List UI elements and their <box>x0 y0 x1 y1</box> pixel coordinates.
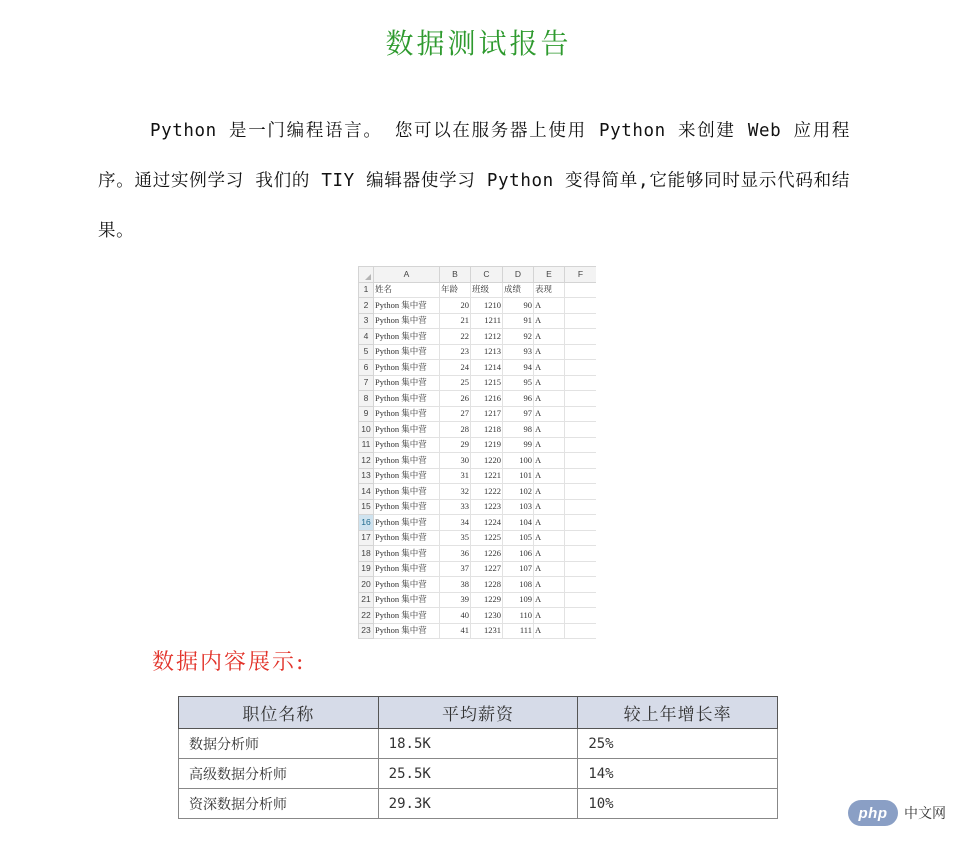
spreadsheet-cell: Python 集中营 <box>374 437 440 453</box>
spreadsheet-row <box>359 282 597 298</box>
spreadsheet-row <box>359 561 597 577</box>
column-letter: A <box>374 267 440 283</box>
spreadsheet-cell: Python 集中营 <box>374 592 440 608</box>
spreadsheet-cell: Python 集中营 <box>374 360 440 376</box>
spreadsheet-cell: 1228 <box>471 577 503 593</box>
intro-paragraph: Python 是一门编程语言。 您可以在服务器上使用 Python 来创建 Web 应用程序。通过实例学习 我们的 TIY 编辑器使学习 Python 变得简单,它能够同时显示代码和结果。 <box>98 121 850 241</box>
spreadsheet-row <box>359 530 597 546</box>
spreadsheet-cell: A <box>534 406 565 422</box>
spreadsheet-grid <box>359 267 597 639</box>
spreadsheet-row <box>359 484 597 500</box>
row-number: 20 <box>359 577 374 593</box>
spreadsheet-cell: A <box>534 360 565 376</box>
spreadsheet-cell: A <box>534 375 565 391</box>
spreadsheet-cell <box>565 608 597 624</box>
spreadsheet-cell: 103 <box>503 499 534 515</box>
row-number: 13 <box>359 468 374 484</box>
spreadsheet-cell: 100 <box>503 453 534 469</box>
row-number: 15 <box>359 499 374 515</box>
watermark-text: 中文网 <box>904 806 946 822</box>
spreadsheet-cell <box>565 515 597 531</box>
spreadsheet-cell: 99 <box>503 437 534 453</box>
spreadsheet-cell: 30 <box>440 453 471 469</box>
spreadsheet-cell: A <box>534 592 565 608</box>
spreadsheet-cell <box>565 375 597 391</box>
spreadsheet-cell: Python 集中营 <box>374 453 440 469</box>
spreadsheet-cell: 95 <box>503 375 534 391</box>
position-cell: 高级数据分析师 <box>179 759 379 789</box>
spreadsheet-cell: 1218 <box>471 422 503 438</box>
spreadsheet-cell: 1225 <box>471 530 503 546</box>
spreadsheet-row <box>359 468 597 484</box>
row-number: 16 <box>359 515 374 531</box>
spreadsheet-cell: 107 <box>503 561 534 577</box>
column-letter: C <box>471 267 503 283</box>
spreadsheet-row <box>359 592 597 608</box>
spreadsheet-row <box>359 623 597 639</box>
spreadsheet-cell: 1227 <box>471 561 503 577</box>
php-logo: php <box>848 800 898 826</box>
spreadsheet-cell: Python 集中营 <box>374 298 440 314</box>
spreadsheet-row <box>359 453 597 469</box>
spreadsheet-cell: 35 <box>440 530 471 546</box>
row-number: 17 <box>359 530 374 546</box>
spreadsheet-row <box>359 360 597 376</box>
spreadsheet-cell <box>565 530 597 546</box>
spreadsheet-cell: 102 <box>503 484 534 500</box>
column-letter: F <box>565 267 597 283</box>
spreadsheet-cell: 22 <box>440 329 471 345</box>
spreadsheet-cell: Python 集中营 <box>374 515 440 531</box>
spreadsheet-row <box>359 577 597 593</box>
spreadsheet-cell <box>565 282 597 298</box>
spreadsheet-cell: 106 <box>503 546 534 562</box>
column-header-row <box>359 267 597 283</box>
spreadsheet-cell <box>565 623 597 639</box>
spreadsheet-cell: Python 集中营 <box>374 546 440 562</box>
spreadsheet-cell: 1217 <box>471 406 503 422</box>
row-number: 4 <box>359 329 374 345</box>
spreadsheet-row <box>359 298 597 314</box>
spreadsheet-cell: A <box>534 391 565 407</box>
page-title: 数据测试报告 <box>385 27 572 60</box>
spreadsheet-cell: Python 集中营 <box>374 530 440 546</box>
column-letter: D <box>503 267 534 283</box>
spreadsheet-cell <box>565 422 597 438</box>
row-number: 3 <box>359 313 374 329</box>
spreadsheet-cell: 1230 <box>471 608 503 624</box>
spreadsheet-cell: 92 <box>503 329 534 345</box>
section-heading: 数据内容展示: <box>152 650 306 675</box>
spreadsheet-cell: A <box>534 484 565 500</box>
spreadsheet-cell: 41 <box>440 623 471 639</box>
spreadsheet-cell: Python 集中营 <box>374 375 440 391</box>
spreadsheet-cell: 109 <box>503 592 534 608</box>
spreadsheet-cell: 1223 <box>471 499 503 515</box>
spreadsheet-cell: 1224 <box>471 515 503 531</box>
spreadsheet-cell: 93 <box>503 344 534 360</box>
spreadsheet-cell: A <box>534 577 565 593</box>
spreadsheet-cell: 23 <box>440 344 471 360</box>
spreadsheet-row <box>359 437 597 453</box>
spreadsheet-row <box>359 546 597 562</box>
spreadsheet-cell <box>565 546 597 562</box>
spreadsheet-cell: A <box>534 499 565 515</box>
salary-table-header-row <box>179 697 778 729</box>
spreadsheet-cell: Python 集中营 <box>374 484 440 500</box>
row-number: 11 <box>359 437 374 453</box>
spreadsheet-cell: 37 <box>440 561 471 577</box>
spreadsheet-cell: A <box>534 313 565 329</box>
spreadsheet-cell: 104 <box>503 515 534 531</box>
spreadsheet-cell: 110 <box>503 608 534 624</box>
row-number: 22 <box>359 608 374 624</box>
spreadsheet-cell: Python 集中营 <box>374 577 440 593</box>
spreadsheet-row <box>359 406 597 422</box>
spreadsheet-cell: 1214 <box>471 360 503 376</box>
spreadsheet-cell: 40 <box>440 608 471 624</box>
spreadsheet-cell: 1213 <box>471 344 503 360</box>
salary-cell: 25.5K <box>378 759 578 789</box>
spreadsheet-row <box>359 422 597 438</box>
table-row <box>179 759 778 789</box>
row-number: 19 <box>359 561 374 577</box>
spreadsheet-cell <box>565 561 597 577</box>
spreadsheet-cell: 1226 <box>471 546 503 562</box>
spreadsheet-cell <box>565 577 597 593</box>
spreadsheet-cell: 1231 <box>471 623 503 639</box>
spreadsheet-row <box>359 375 597 391</box>
spreadsheet-row <box>359 499 597 515</box>
spreadsheet-cell: A <box>534 515 565 531</box>
spreadsheet-cell: 20 <box>440 298 471 314</box>
spreadsheet-cell: Python 集中营 <box>374 344 440 360</box>
spreadsheet-cell: Python 集中营 <box>374 406 440 422</box>
growth-cell: 10% <box>578 789 778 819</box>
spreadsheet-cell: 33 <box>440 499 471 515</box>
spreadsheet-cell: 1219 <box>471 437 503 453</box>
spreadsheet-cell: 27 <box>440 406 471 422</box>
spreadsheet-cell <box>565 437 597 453</box>
row-number: 12 <box>359 453 374 469</box>
row-number: 18 <box>359 546 374 562</box>
spreadsheet-cell <box>565 484 597 500</box>
spreadsheet-cell: Python 集中营 <box>374 608 440 624</box>
spreadsheet-cell: Python 集中营 <box>374 329 440 345</box>
spreadsheet-cell: A <box>534 561 565 577</box>
spreadsheet-cell: A <box>534 298 565 314</box>
spreadsheet-cell: 1212 <box>471 329 503 345</box>
spreadsheet-cell: 36 <box>440 546 471 562</box>
spreadsheet-cell: A <box>534 468 565 484</box>
table-row <box>179 789 778 819</box>
growth-cell: 25% <box>578 729 778 759</box>
spreadsheet-cell: 21 <box>440 313 471 329</box>
spreadsheet-cell <box>565 360 597 376</box>
spreadsheet-cell <box>565 298 597 314</box>
spreadsheet-cell: A <box>534 344 565 360</box>
spreadsheet-cell: 96 <box>503 391 534 407</box>
spreadsheet-row <box>359 515 597 531</box>
select-all-corner <box>359 267 374 283</box>
spreadsheet-cell: 38 <box>440 577 471 593</box>
spreadsheet-cell: 94 <box>503 360 534 376</box>
spreadsheet-cell <box>565 391 597 407</box>
spreadsheet-row <box>359 344 597 360</box>
spreadsheet-cell: 39 <box>440 592 471 608</box>
spreadsheet-cell <box>565 499 597 515</box>
spreadsheet-cell: 1220 <box>471 453 503 469</box>
row-number: 14 <box>359 484 374 500</box>
spreadsheet-cell: 28 <box>440 422 471 438</box>
spreadsheet-cell: 24 <box>440 360 471 376</box>
spreadsheet-cell: 1215 <box>471 375 503 391</box>
row-number: 6 <box>359 360 374 376</box>
spreadsheet-cell: 90 <box>503 298 534 314</box>
site-watermark <box>848 800 946 826</box>
spreadsheet-image <box>358 266 596 643</box>
row-number: 2 <box>359 298 374 314</box>
spreadsheet-cell: 105 <box>503 530 534 546</box>
row-number: 8 <box>359 391 374 407</box>
spreadsheet-cell: 年龄 <box>440 282 471 298</box>
spreadsheet-cell <box>565 468 597 484</box>
spreadsheet-cell: 姓名 <box>374 282 440 298</box>
row-number: 7 <box>359 375 374 391</box>
spreadsheet-cell: A <box>534 437 565 453</box>
spreadsheet-cell <box>565 329 597 345</box>
spreadsheet-cell: 26 <box>440 391 471 407</box>
spreadsheet-cell: 108 <box>503 577 534 593</box>
spreadsheet-cell: A <box>534 453 565 469</box>
spreadsheet-cell: 1221 <box>471 468 503 484</box>
spreadsheet-cell: 1229 <box>471 592 503 608</box>
growth-cell: 14% <box>578 759 778 789</box>
spreadsheet-cell: A <box>534 608 565 624</box>
row-number: 21 <box>359 592 374 608</box>
header-position: 职位名称 <box>179 697 379 729</box>
spreadsheet-cell: A <box>534 530 565 546</box>
row-number: 5 <box>359 344 374 360</box>
spreadsheet-cell: Python 集中营 <box>374 391 440 407</box>
spreadsheet-cell: 98 <box>503 422 534 438</box>
spreadsheet-row <box>359 313 597 329</box>
spreadsheet-cell: 101 <box>503 468 534 484</box>
spreadsheet-cell: 1216 <box>471 391 503 407</box>
row-number: 1 <box>359 282 374 298</box>
spreadsheet-cell: A <box>534 623 565 639</box>
spreadsheet-cell: Python 集中营 <box>374 499 440 515</box>
spreadsheet-cell: Python 集中营 <box>374 468 440 484</box>
column-letter: B <box>440 267 471 283</box>
spreadsheet-cell <box>565 344 597 360</box>
salary-cell: 29.3K <box>378 789 578 819</box>
salary-table <box>178 696 778 819</box>
spreadsheet-cell: 成绩 <box>503 282 534 298</box>
spreadsheet-cell: 32 <box>440 484 471 500</box>
row-number: 23 <box>359 623 374 639</box>
header-salary: 平均薪资 <box>378 697 578 729</box>
row-number: 9 <box>359 406 374 422</box>
spreadsheet-cell: Python 集中营 <box>374 623 440 639</box>
spreadsheet-cell: A <box>534 422 565 438</box>
spreadsheet-cell <box>565 592 597 608</box>
spreadsheet-cell <box>565 453 597 469</box>
table-row <box>179 729 778 759</box>
spreadsheet-cell: A <box>534 546 565 562</box>
spreadsheet-cell: 班级 <box>471 282 503 298</box>
spreadsheet-cell: 111 <box>503 623 534 639</box>
spreadsheet-row <box>359 608 597 624</box>
spreadsheet-cell: 1210 <box>471 298 503 314</box>
spreadsheet-row <box>359 329 597 345</box>
spreadsheet-cell <box>565 313 597 329</box>
spreadsheet-cell: Python 集中营 <box>374 561 440 577</box>
spreadsheet-cell: A <box>534 329 565 345</box>
spreadsheet-cell <box>565 406 597 422</box>
spreadsheet-cell: 34 <box>440 515 471 531</box>
spreadsheet-cell: 25 <box>440 375 471 391</box>
spreadsheet-cell: 1211 <box>471 313 503 329</box>
column-letter: E <box>534 267 565 283</box>
spreadsheet-cell: 97 <box>503 406 534 422</box>
salary-cell: 18.5K <box>378 729 578 759</box>
spreadsheet-cell: Python 集中营 <box>374 422 440 438</box>
spreadsheet-cell: 29 <box>440 437 471 453</box>
spreadsheet-cell: 1222 <box>471 484 503 500</box>
row-number: 10 <box>359 422 374 438</box>
position-cell: 资深数据分析师 <box>179 789 379 819</box>
spreadsheet-cell: 91 <box>503 313 534 329</box>
spreadsheet-cell: 31 <box>440 468 471 484</box>
header-growth: 较上年增长率 <box>578 697 778 729</box>
spreadsheet-cell: Python 集中营 <box>374 313 440 329</box>
position-cell: 数据分析师 <box>179 729 379 759</box>
spreadsheet-cell: 表现 <box>534 282 565 298</box>
spreadsheet-row <box>359 391 597 407</box>
